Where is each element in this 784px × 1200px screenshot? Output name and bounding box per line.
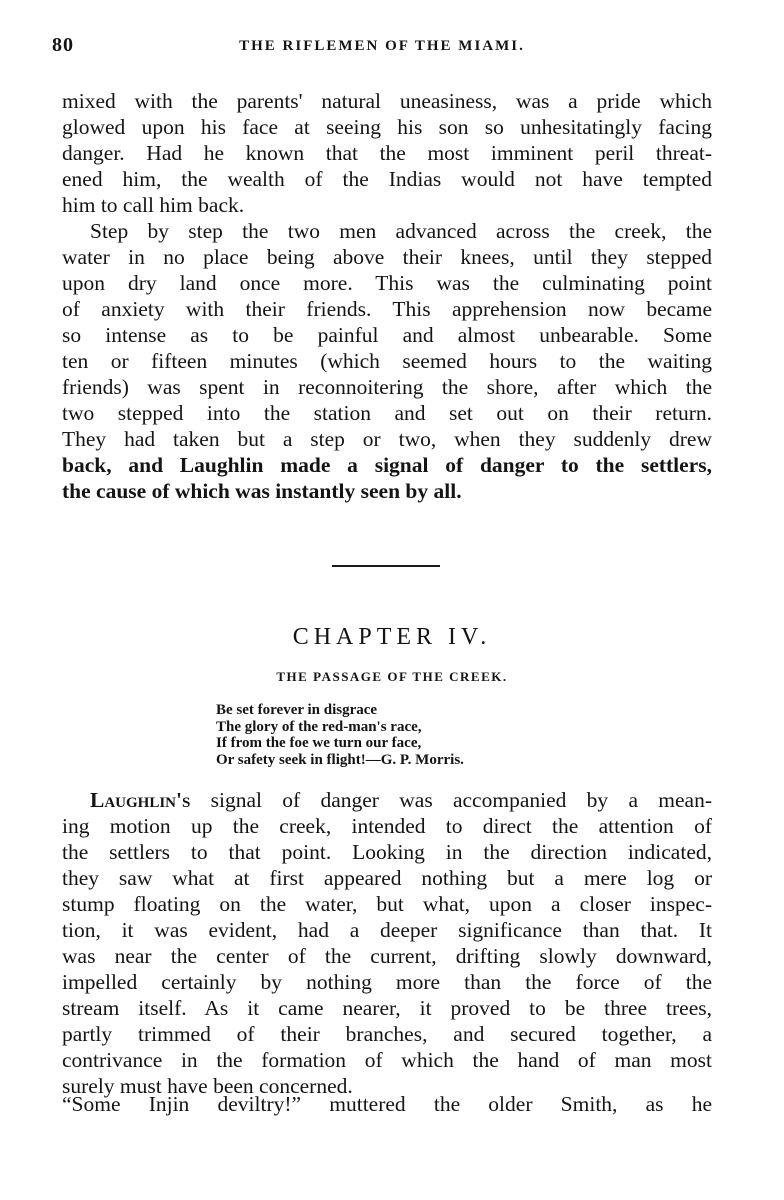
text-line: stump floating on the water, but what, upon a closer inspec- [62,892,712,916]
text-line: back, and Laughlin made a signal of danger to the settlers, [62,453,712,477]
chapter-heading: CHAPTER IV. [292,624,492,650]
text-line: they saw what at first appeared nothing but a mere log or [62,866,712,890]
paragraph [62,787,712,1099]
section-divider [332,565,440,567]
text-line: glowed upon his face at seeing his son so unhesitatingly facing [62,115,712,139]
text-line: danger. Had he known that the most imminent peril threat- [62,141,712,165]
text-line: surely must have been concerned. [62,1074,353,1098]
epigraph-line [216,752,636,769]
text-line: mixed with the parents' natural uneasiness, was a pride which [62,89,712,113]
text-line: the cause of which was instantly seen by all. [62,479,462,503]
epigraph-line-text: Or safety seek in flight! [216,751,366,768]
text-line [62,787,712,813]
page-number: 80 [52,34,74,56]
text-line: contrivance in the formation of which the hand of man most [62,1048,712,1072]
lead-word: Laughlin's [90,788,191,812]
epigraph-line: If from the foe we turn our face, [216,735,422,751]
text-line: ened him, the wealth of the Indias would not have tempted [62,167,712,191]
text-line: so intense as to be painful and almost unbearable. Some [62,323,712,347]
text-line: the settlers to that point. Looking in the direction indicated, [62,840,712,864]
running-title: THE RIFLEMEN OF THE MIAMI. [239,38,525,54]
running-header [52,34,712,58]
text-line: stream itself. As it came nearer, it proved to be three trees, [62,996,712,1020]
text-line: two stepped into the station and set out on their return. [62,401,712,425]
epigraph-line: The glory of the red-man's race, [216,718,422,735]
paragraph [62,1091,712,1117]
text-line: tion, it was evident, had a deeper significance than that. It [62,918,712,942]
text-line: ing motion up the creek, intended to direct the attention of [62,814,712,838]
text-line: friends) was spent in reconnoitering the shore, after which the [62,375,712,399]
text-line: was near the center of the current, drifting slowly downward, [62,944,712,968]
epigraph-line: Be set forever in disgrace [216,702,378,718]
line-rest: signal of danger was accompanied by a mean- [190,788,712,812]
text-line: him to call him back. [62,193,245,217]
epigraph [216,702,636,768]
text-line: They had taken but a step or two, when they suddenly drew [62,427,712,451]
text-line: impelled certainly by nothing more than the force of the [62,970,712,994]
text-line: ten or fifteen minutes (which seemed hours to the waiting [62,349,712,373]
paragraph [62,218,712,504]
text-line: water in no place being above their knees, until they stepped [62,245,712,269]
text-line: “Some Injin deviltry!” muttered the older Smith, as he [62,1092,712,1116]
text-line: partly trimmed of their branches, and secured together, a [62,1022,712,1046]
chapter-subtitle: THE PASSAGE OF THE CREEK. [276,669,508,684]
text-line: Step by step the two men advanced across the creek, the [90,219,712,243]
text-line: upon dry land once more. This was the culminating point [62,271,712,295]
paragraph-continued [62,88,712,218]
text-line: of anxiety with their friends. This apprehension now became [62,297,712,321]
epigraph-attribution: —G. P. Morris. [365,751,464,768]
